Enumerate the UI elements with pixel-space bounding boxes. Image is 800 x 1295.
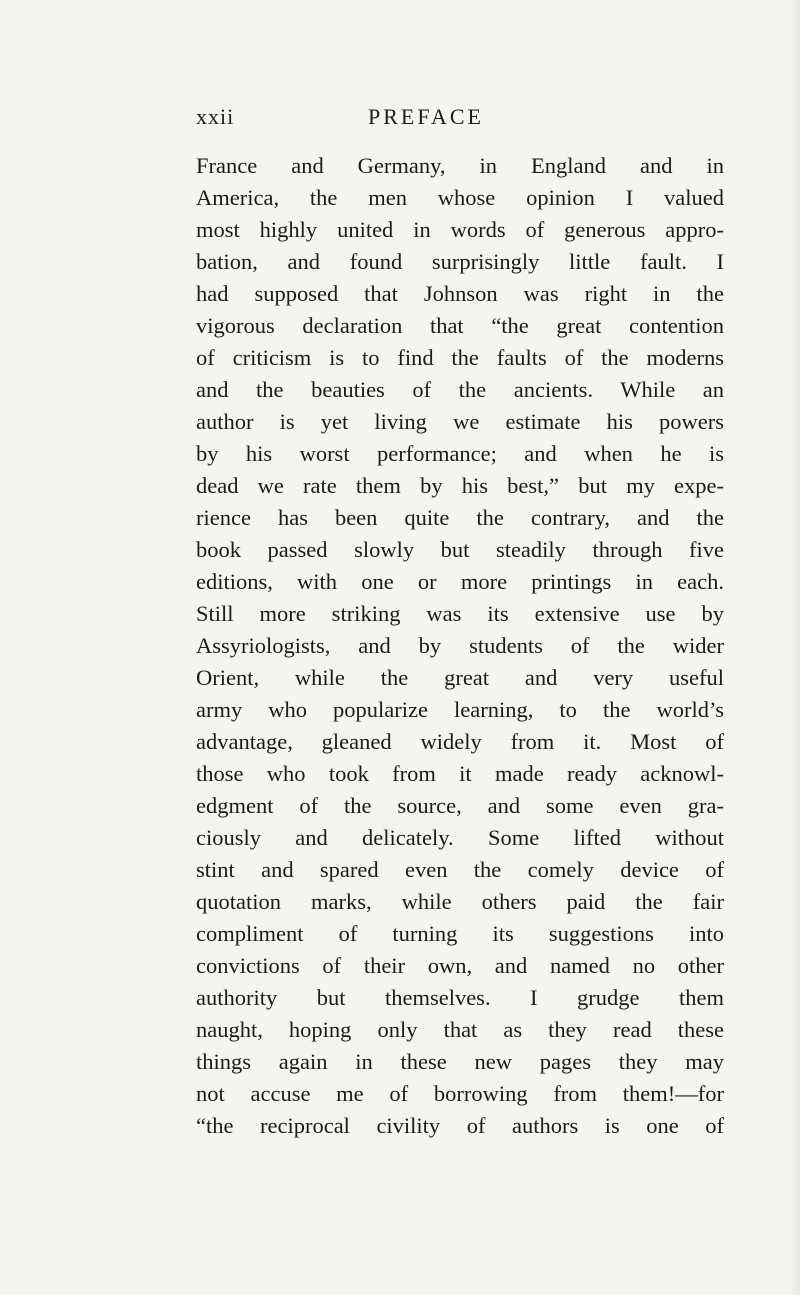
text-line: rience has been quite the contrary, and the — [196, 505, 724, 530]
text-line: America, the men whose opinion I valued — [196, 185, 724, 210]
text-line: by his worst performance; and when he is — [196, 441, 724, 466]
text-line: author is yet living we estimate his powers — [196, 409, 724, 434]
text-line: Still more striking was its extensive use by — [196, 601, 724, 626]
text-line: naught, hoping only that as they read these — [196, 1017, 724, 1042]
text-line: Orient, while the great and very useful — [196, 665, 724, 690]
text-line: not accuse me of borrowing from them!—for — [196, 1081, 724, 1106]
page-number: xxii — [196, 104, 235, 129]
text-line: and the beauties of the ancients. While an — [196, 377, 724, 402]
text-line: editions, with one or more printings in each. — [196, 569, 724, 594]
text-line: had supposed that Johnson was right in the — [196, 281, 724, 306]
text-line: authority but themselves. I grudge them — [196, 985, 724, 1010]
text-line: quotation marks, while others paid the fair — [196, 889, 724, 914]
text-line: ciously and delicately. Some lifted without — [196, 825, 724, 850]
text-line: things again in these new pages they may — [196, 1049, 724, 1074]
text-line: France and Germany, in England and in — [196, 153, 724, 178]
text-line: Assyriologists, and by students of the wider — [196, 633, 724, 658]
text-line: most highly united in words of generous appro- — [196, 217, 724, 242]
running-head — [196, 104, 516, 144]
body-text — [196, 150, 724, 1142]
text-line: dead we rate them by his best,” but my expe- — [196, 473, 724, 498]
text-line: army who popularize learning, to the world’s — [196, 697, 724, 722]
text-line: compliment of turning its suggestions into — [196, 921, 724, 946]
text-line: stint and spared even the comely device of — [196, 857, 724, 882]
text-line: those who took from it made ready acknowl- — [196, 761, 724, 786]
text-line: bation, and found surprisingly little fault. I — [196, 249, 724, 274]
page-edge-shadow — [790, 0, 800, 1295]
running-title: PREFACE — [368, 104, 484, 129]
text-line: of criticism is to find the faults of the moderns — [196, 345, 724, 370]
text-line: book passed slowly but steadily through five — [196, 537, 724, 562]
text-line: convictions of their own, and named no other — [196, 953, 724, 978]
text-line: edgment of the source, and some even gra- — [196, 793, 724, 818]
text-line: “the reciprocal civility of authors is one of — [196, 1113, 724, 1138]
text-line: vigorous declaration that “the great contention — [196, 313, 724, 338]
text-line: advantage, gleaned widely from it. Most of — [196, 729, 724, 754]
